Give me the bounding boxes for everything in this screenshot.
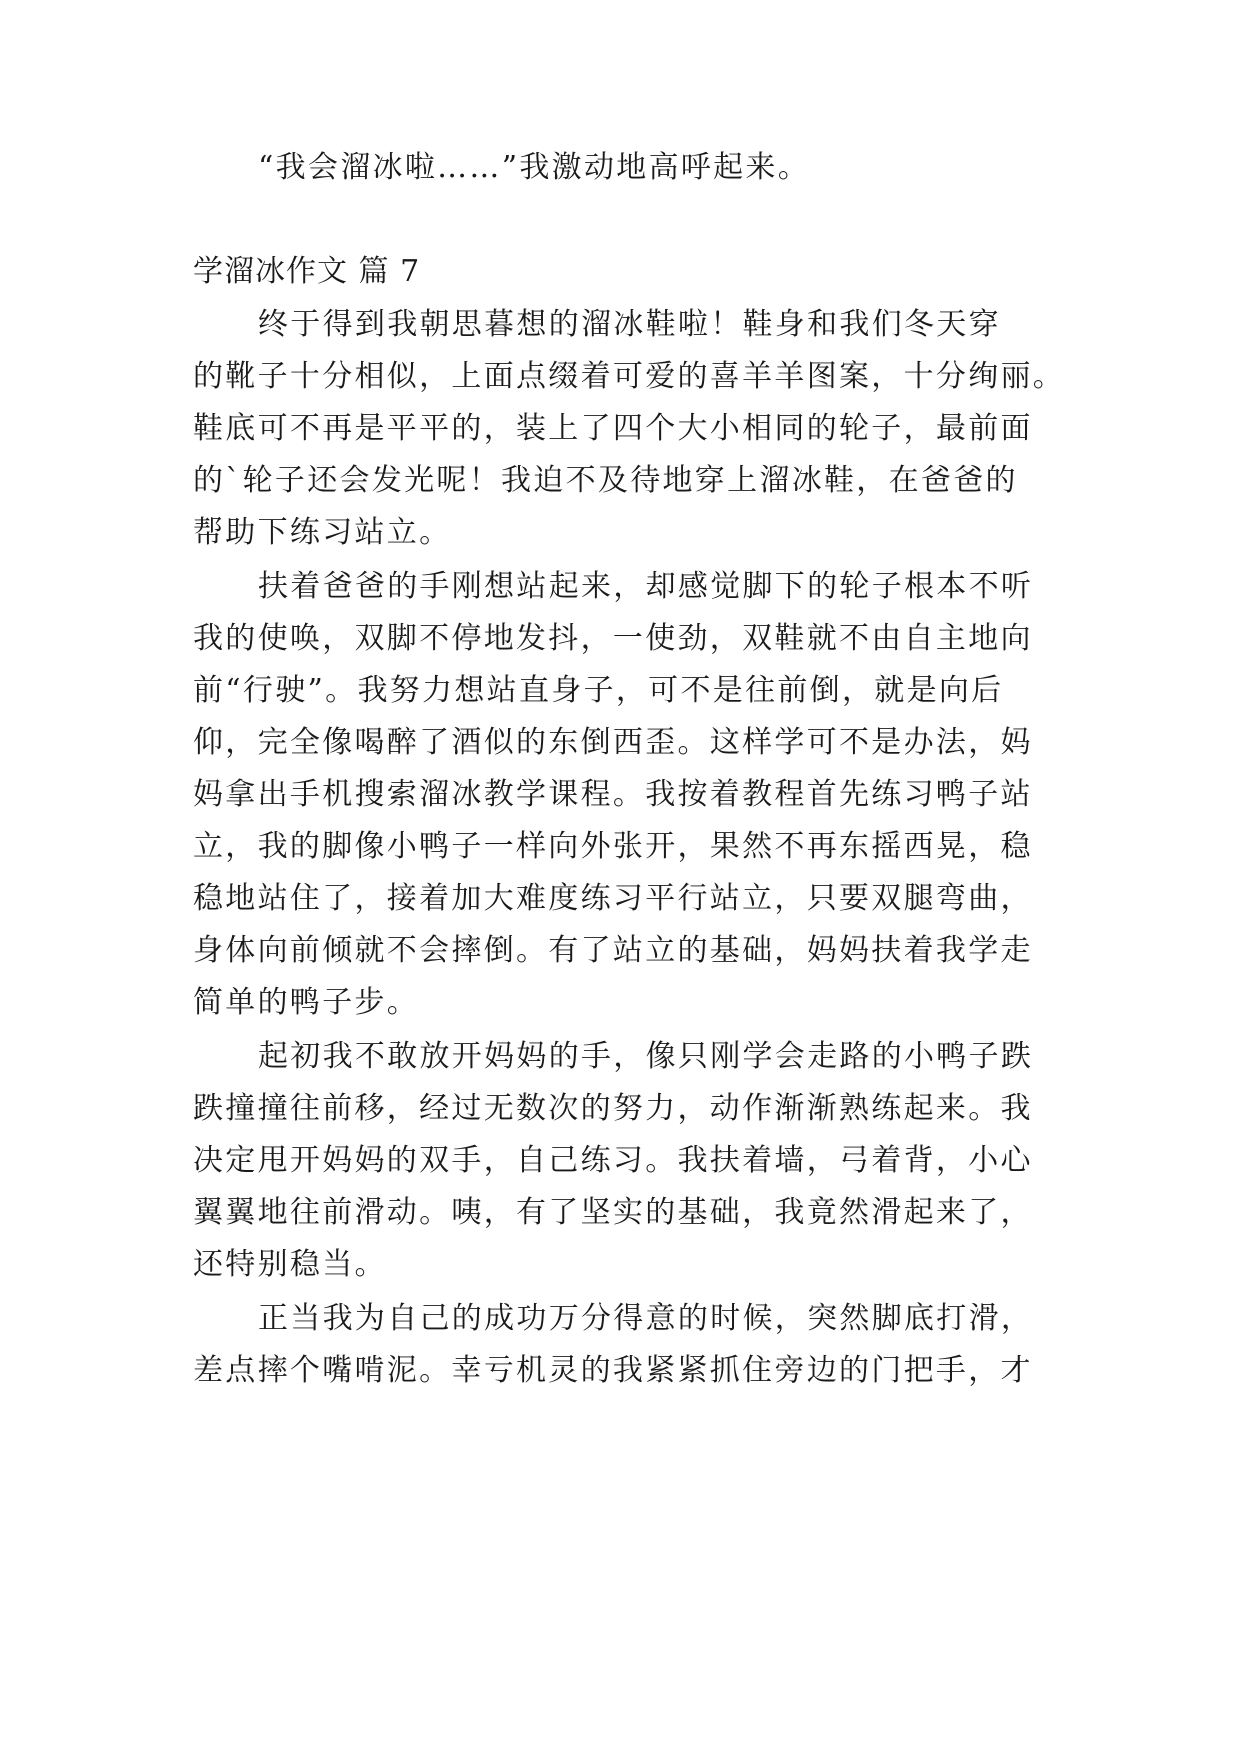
paragraph-line: 终于得到我朝思暮想的溜冰鞋啦！鞋身和我们冬天穿 <box>258 307 1001 342</box>
paragraph-line: 决定甩开妈妈的双手，自己练习。我扶着墙，弓着背，小心 <box>193 1143 1033 1178</box>
paragraph-line: 正当我为自己的成功万分得意的时候，突然脚底打滑， <box>258 1301 1034 1336</box>
paragraph-line: 前“行驶”。我努力想站直身子，可不是往前倒，就是向后 <box>193 673 1004 708</box>
paragraph-line: 扶着爸爸的手刚想站起来，却感觉脚下的轮子根本不听 <box>258 569 1034 604</box>
paragraph-line: 的`轮子还会发光呢！我迫不及待地穿上溜冰鞋，在爸爸的 <box>193 463 1018 498</box>
paragraph-line: 立，我的脚像小鸭子一样向外张开，果然不再东摇西晃，稳 <box>193 829 1033 864</box>
paragraph-line: 还特别稳当。 <box>193 1247 387 1282</box>
paragraph-line: 的靴子十分相似，上面点缀着可爱的喜羊羊图案，十分绚丽。 <box>193 359 1066 394</box>
opening-line: “我会溜冰啦……”我激动地高呼起来。 <box>258 150 811 185</box>
paragraph-line: 起初我不敢放开妈妈的手，像只刚学会走路的小鸭子跌 <box>258 1039 1034 1074</box>
paragraph-line: 仰，完全像喝醉了酒似的东倒西歪。这样学可不是办法，妈 <box>193 725 1033 760</box>
paragraph-line: 翼翼地往前滑动。咦，有了坚实的基础，我竟然滑起来了， <box>193 1195 1033 1230</box>
paragraph-line: 稳地站住了，接着加大难度练习平行站立，只要双腿弯曲， <box>193 881 1033 916</box>
paragraph-line: 鞋底可不再是平平的，装上了四个大小相同的轮子，最前面 <box>193 411 1033 446</box>
paragraph-line: 差点摔个嘴啃泥。幸亏机灵的我紧紧抓住旁边的门把手，才 <box>193 1353 1033 1388</box>
paragraph-line: 跌撞撞往前移，经过无数次的努力，动作渐渐熟练起来。我 <box>193 1091 1033 1126</box>
paragraph-line: 帮助下练习站立。 <box>193 515 452 550</box>
paragraph-line: 身体向前倾就不会摔倒。有了站立的基础，妈妈扶着我学走 <box>193 933 1033 968</box>
paragraph-line: 我的使唤，双脚不停地发抖，一使劲，双鞋就不由自主地向 <box>193 621 1033 656</box>
section-title: 学溜冰作文 篇 7 <box>193 254 421 289</box>
paragraph-line: 妈拿出手机搜索溜冰教学课程。我按着教程首先练习鸭子站 <box>193 777 1033 812</box>
paragraph-line: 简单的鸭子步。 <box>193 985 420 1020</box>
